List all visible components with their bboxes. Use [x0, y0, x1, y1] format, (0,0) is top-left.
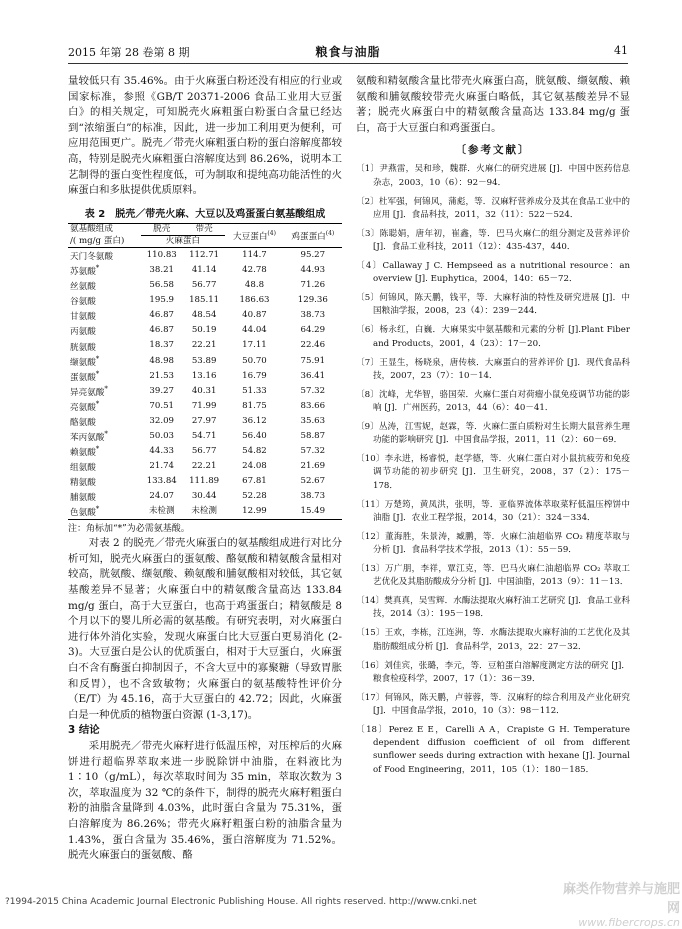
cell-amino-name: 甘氨酸	[70, 312, 96, 323]
table-row	[68, 293, 342, 308]
table-row	[68, 474, 342, 489]
reference-item: 〔18〕Perez E E，Carelli A A，Crapiste G H. Temperature dependent diffusion coefficient of oil from different sunflower seeds during extraction with hexane [J]. Journal of Food Engineering，2011，105（1）：180－185．	[356, 725, 630, 775]
cell-amino-name: 蛋氨酸*	[70, 369, 100, 383]
cell-hulled: 39.27	[149, 385, 175, 396]
reference-item: 〔13〕万广朋，李祥，覃江克，等．巴马火麻仁油超临界 CO₂ 萃取工艺优化及其脂肪酸成分分析 [J]．中国油脂，2013（9）：11－13．	[356, 564, 630, 588]
cell-soy: 67.81	[242, 476, 267, 487]
cell-unhulled: 22.21	[191, 340, 217, 351]
page-number: 41	[614, 44, 628, 57]
table-row	[68, 369, 342, 384]
cell-hulled: 50.03	[149, 430, 175, 441]
watermark-url: www.fibercrops.cn	[578, 916, 680, 929]
table-row	[68, 429, 342, 444]
cell-hulled: 46.87	[149, 310, 175, 321]
cell-amino-name: 亮氨酸*	[70, 399, 100, 413]
table-row	[68, 489, 342, 504]
essential-marker: *	[95, 399, 100, 408]
paragraph-amino-analysis: 对表 2 的脱壳／带壳火麻蛋白的氨基酸组成进行对比分析可知，脱壳火麻蛋白的蛋氨酸、酪氨酸和精氨酸含量相对较高，胱氨酸、缬氨酸、赖氨酸和脯氨酸相对较低，其它氨基酸差异不显著；火麻蛋白中的精氨酸含量高达 133.84 mg/g 蛋白，高于大豆蛋白，也高于鸡蛋蛋白；精氨酸是 8 个月以下的婴儿所必需的氨基酸。有研究表明，对火麻蛋白进行体外消化实验，发现火麻蛋白比大豆蛋白更易消化 (2-3)。大豆蛋白是公认的优质蛋白，相对于大豆蛋白，火麻蛋白不含有酶蛋白抑制因子，不含大豆中的寡聚糖（导致胃胀和反胃），也不含致敏物；火麻蛋白的氨基酸特性评价分（E/T）为 45.16，高于大豆蛋白的 42.72；因此，火麻蛋白是一种优质的植物蛋白资源 (1-3,17)。	[68, 537, 342, 721]
table-row	[68, 399, 342, 414]
table-row	[68, 278, 342, 293]
col-header-hemp-group: 火麻蛋白	[141, 235, 226, 247]
cell-egg: 95.27	[300, 250, 326, 261]
reference-item: 〔3〕陈聪娟，唐年初，崔鑫，等．巴马火麻仁的组分测定及营养评价 [J]．食品工业科技，2011（12）：435-437，440．	[356, 228, 630, 252]
reference-item: 〔11〕万楚筠，黄凤洪，张明，等．亚临界流体萃取菜籽低温压榨饼中油脂 [J]．农业工程学报，2014，30（21）：324－334．	[356, 499, 630, 523]
cell-amino-name: 谷氨酸	[70, 297, 96, 308]
cell-soy: 56.40	[242, 430, 267, 441]
cell-unhulled: 185.11	[189, 295, 220, 306]
cell-hulled: 24.07	[149, 491, 175, 502]
cell-hulled: 18.37	[149, 340, 175, 351]
cell-egg: 57.32	[300, 385, 326, 396]
cell-hulled: 48.98	[149, 355, 175, 366]
cell-unhulled: 71.99	[191, 400, 217, 411]
cell-egg: 36.41	[300, 370, 326, 381]
page-header	[68, 42, 628, 62]
paragraph-conclusion-continued: 氨酸和精氨酸含量比带壳火麻蛋白高，胱氨酸、缬氨酸、赖氨酸和脯氨酸较带壳火麻蛋白略低，其它氨基酸差异不显著；脱壳火麻蛋白中的精氨酸含量高达 133.84 mg/g 蛋白，高于大豆蛋白和鸡蛋蛋白。	[356, 75, 630, 134]
table-row	[68, 384, 342, 399]
cell-hulled: 110.83	[146, 250, 177, 261]
cell-soy: 12.99	[225, 504, 283, 520]
table-row	[68, 263, 342, 278]
cell-soy: 114.7	[242, 250, 267, 261]
cell-soy: 44.04	[242, 325, 267, 336]
cell-unhulled: 56.77	[191, 280, 217, 291]
reference-item: 〔12〕董海胜，朱景涛，臧鹏，等．火麻仁油超临界 CO₂ 精度萃取与分析 [J]．食品科学技术学报，2013（1）：55－59．	[356, 531, 630, 556]
col-header-hulled: 脱壳	[141, 223, 183, 235]
cell-amino-name: 天门冬氨酸	[70, 252, 113, 263]
cell-unhulled: 未检测	[183, 504, 225, 520]
cell-hulled: 70.51	[149, 400, 175, 411]
header-rule	[68, 63, 628, 64]
section-3-title: 3 结论	[68, 724, 100, 737]
cell-soy: 50.70	[242, 355, 267, 366]
table-row	[68, 308, 342, 323]
essential-marker: *	[104, 429, 108, 438]
table-row	[68, 354, 342, 369]
cell-amino-name: 异亮氨酸*	[70, 384, 108, 398]
reference-item: 〔15〕王欢，李栋，江连洲，等．水酶法提取火麻籽油的工艺优化及其脂肪酸组成分析 [J]．食品科学，2013，22：27－32．	[356, 628, 630, 652]
reference-item: 〔9〕丛涛，江雪妮，赵霖，等．火麻仁蛋白质粉对生长期大鼠营养生理功能的影响研究 [J]．中国食品学报，2011，11（2）：60－69．	[356, 422, 630, 446]
table-row	[68, 504, 342, 520]
cell-egg: 71.26	[300, 280, 326, 291]
cell-hulled: 44.33	[149, 445, 175, 456]
reference-item: 〔5〕何锦风，陈天鹏，钱平，等．大麻籽油的特性及研究进展 [J]．中国粮油学报，2008，23（4）：239－244．	[356, 293, 630, 317]
essential-marker: *	[95, 264, 100, 273]
cell-soy: 48.8	[244, 280, 265, 291]
cell-hulled: 195.9	[149, 295, 175, 306]
reference-item: 〔7〕王显生，杨晓泉，唐传核．大麻蛋白的营养评价 [J]．现代食品科技，2007，23（7）：10－14．	[356, 357, 630, 381]
table-row	[68, 323, 342, 338]
cell-egg: 15.49	[284, 504, 342, 520]
reference-item: 〔16〕刘佳宾，张璐，李元，等．豆粕蛋白溶解度测定方法的研究 [J]．粮食检疫科学，2007，17（1）：36－39．	[356, 660, 630, 684]
watermark	[560, 878, 680, 929]
cell-amino-name: 精氨酸	[70, 477, 96, 488]
cell-soy: 36.12	[242, 415, 267, 426]
cell-amino-name: 苏氨酸*	[70, 264, 100, 278]
essential-marker: *	[95, 369, 100, 378]
essential-marker: *	[95, 354, 100, 363]
cell-amino-name: 组氨酸	[70, 462, 96, 473]
cell-unhulled: 56.77	[191, 445, 217, 456]
cell-amino-name: 脯氨酸	[70, 493, 96, 504]
cell-hulled: 32.09	[149, 415, 175, 426]
table-row	[68, 339, 342, 354]
cell-soy: 51.33	[242, 385, 267, 396]
cell-unhulled: 48.54	[191, 310, 217, 321]
references-list	[356, 163, 630, 776]
cell-unhulled: 50.19	[191, 325, 217, 336]
cell-soy: 52.28	[242, 491, 267, 502]
reference-item: 〔6〕杨永红，白巍．大麻果实中氨基酸和元素的分析 [J].Plant Fiber and Products，2001，4（23）：17－20．	[356, 325, 630, 349]
cell-egg: 83.66	[300, 400, 326, 411]
copyright-footer: ?1994-2015 China Academic Journal Electronic Publishing House. All rights reserved. http://www.cnki.net	[5, 897, 477, 907]
cell-egg: 38.73	[300, 491, 326, 502]
essential-marker: *	[95, 444, 100, 453]
cell-hulled: 38.21	[149, 265, 175, 276]
cell-unhulled: 41.14	[191, 265, 217, 276]
reference-item: 〔2〕杜军强，何锦风，蒲彪，等．汉麻籽营养成分及其在食品工业中的应用 [J]．食品科技，2011，32（11）：522－524．	[356, 196, 630, 220]
cell-amino-name: 苯丙氨酸*	[70, 429, 108, 443]
cell-soy: 81.75	[242, 400, 267, 411]
col-header-unit: /( mg/g 蛋白)	[68, 235, 141, 247]
journal-name: 粮食与油脂	[315, 45, 381, 59]
col-header-amino: 氨基酸组成	[68, 223, 141, 235]
cell-unhulled: 111.89	[189, 476, 220, 487]
essential-marker: *	[95, 505, 100, 514]
cell-amino-name: 丙氨酸	[70, 327, 96, 338]
cell-hulled: 21.74	[149, 460, 175, 471]
table-row	[68, 459, 342, 474]
cell-hulled: 未检测	[141, 504, 183, 520]
cell-egg: 44.93	[300, 265, 326, 276]
cell-soy: 17.11	[242, 340, 267, 351]
cell-egg: 64.29	[300, 325, 326, 336]
cell-unhulled: 27.97	[191, 415, 217, 426]
cell-amino-name: 酪氨酸	[70, 417, 96, 428]
paragraph-hemp-protein-standard: 量较低只有 35.46%。由于火麻蛋白粉还没有相应的行业或国家标准，参照《GB/T 20371-2006 食品工业用大豆蛋白》的相关规定，可知脱壳火麻粗蛋白粉蛋白含量已经达到“浓缩蛋白”的标准，因此，进一步加工利用更为便利，可应用范围更广。脱壳／带壳火麻粗蛋白粉的蛋白溶解度都较高，特别是脱壳火麻粗蛋白溶解度达到 86.26%，说明本工艺制得的蛋白变性程度低，可为制取和提纯高功能活性的火麻蛋白和多肽提供优质原料。	[68, 75, 342, 197]
essential-marker: *	[104, 384, 108, 393]
cell-unhulled: 13.16	[191, 370, 217, 381]
watermark-title: 麻类作物营养与施肥网	[562, 882, 680, 916]
issue-info: 2015 年第 28 卷第 8 期	[68, 46, 190, 59]
reference-item: 〔14〕樊真真，吴雪辉．水酶法提取火麻籽油工艺研究 [J]．食品工业科技，2014（3）：195－198．	[356, 596, 630, 620]
right-column	[356, 74, 630, 783]
cell-hulled: 133.84	[146, 476, 177, 487]
cell-unhulled: 30.44	[191, 491, 217, 502]
cell-soy: 40.87	[242, 310, 267, 321]
table-row	[68, 414, 342, 429]
table-row	[68, 248, 342, 264]
cell-egg: 57.32	[300, 445, 326, 456]
amino-table-body	[68, 248, 342, 520]
table-note: 注：角标加“*”为必需氨基酸。	[68, 524, 190, 535]
left-column	[68, 74, 342, 864]
col-header-egg: 鸡蛋蛋白$^{(4)}$	[284, 223, 342, 247]
table-title: 表 2 脱壳／带壳火麻、大豆以及鸡蛋蛋白氨基酸组成	[84, 208, 326, 220]
cell-egg: 38.73	[300, 310, 326, 321]
cell-hulled: 21.53	[149, 370, 175, 381]
col-header-soy: 大豆蛋白$^{(4)}$	[225, 223, 283, 247]
cell-amino-name: 胱氨酸	[70, 342, 96, 353]
cell-amino-name: 丝氨酸	[70, 282, 96, 293]
cell-amino-name: 色氨酸*	[68, 504, 141, 520]
cell-egg: 58.87	[300, 430, 326, 441]
cell-unhulled: 112.71	[189, 250, 220, 261]
cell-hulled: 46.87	[149, 325, 175, 336]
cell-hulled: 56.58	[149, 280, 175, 291]
table-row	[68, 444, 342, 459]
reference-item: 〔10〕李永进，杨睿悦，赵学德，等．火麻仁蛋白对小鼠抗疲劳和免疫调节功能的初步研究 [J]．卫生研究，2008，37（2）：175－178．	[356, 454, 630, 491]
reference-item: 〔8〕沈峰，尤华智，骆国荣．火麻仁蛋白对荷瘤小鼠免疫调节功能的影响 [J]．广州医药，2013，44（6）：40－41．	[356, 389, 630, 413]
cell-egg: 21.69	[300, 460, 326, 471]
cell-soy: 42.78	[242, 265, 267, 276]
cell-unhulled: 22.21	[191, 460, 217, 471]
cell-egg: 75.91	[300, 355, 326, 366]
cell-egg: 22.46	[300, 340, 326, 351]
cell-unhulled: 54.71	[191, 430, 217, 441]
cell-amino-name: 缬氨酸*	[70, 354, 100, 368]
cell-unhulled: 53.89	[191, 355, 217, 366]
cell-soy: 186.63	[239, 295, 270, 306]
cell-soy: 16.79	[242, 370, 267, 381]
cell-soy: 54.82	[242, 445, 267, 456]
col-header-unhulled: 带壳	[183, 223, 225, 235]
cell-egg: 129.36	[297, 295, 328, 306]
cell-soy: 24.08	[242, 460, 267, 471]
reference-item: 〔1〕尹燕雷，吴和珍，魏群．火麻仁的研究进展 [J]．中国中医药信息杂志，2003，10（6）：92－94．	[356, 164, 630, 188]
references-title: 〔参考文献〕	[455, 144, 531, 157]
amino-acid-table	[68, 223, 342, 521]
reference-item: 〔17〕何锦风，陈天鹏，卢蓉蓉，等．汉麻籽的综合利用及产业化研究 [J]．中国食品学报，2010，10（3）：98－112．	[356, 692, 630, 717]
cell-egg: 35.63	[300, 415, 326, 426]
cell-unhulled: 40.31	[191, 385, 217, 396]
reference-item: 〔4〕Callaway J C. Hempseed as a nutritional resource：an overview [J]. Euphytica，2004，140：65－72．	[356, 260, 630, 285]
cell-amino-name: 赖氨酸*	[70, 444, 100, 458]
cell-egg: 52.67	[300, 476, 326, 487]
paragraph-conclusion: 采用脱壳／带壳火麻籽进行低温压榨，对压榨后的火麻饼进行超临界萃取来进一步脱除饼中油脂，在料液比为 1∶10（g/mL），每次萃取时间为 35 min，萃取次数为 3 次，萃取温度为 32 ℃的条件下，制得的脱壳火麻籽粗蛋白粉的油脂含量降到 4.03%，此时蛋白含量为 75.31%，蛋白溶解度为 86.26%；带壳火麻籽粗蛋白粉的油脂含量为 1.43%，蛋白含量为 35.46%，蛋白溶解度为 71.52%。脱壳火麻蛋白的蛋氨酸、酪	[68, 740, 342, 862]
